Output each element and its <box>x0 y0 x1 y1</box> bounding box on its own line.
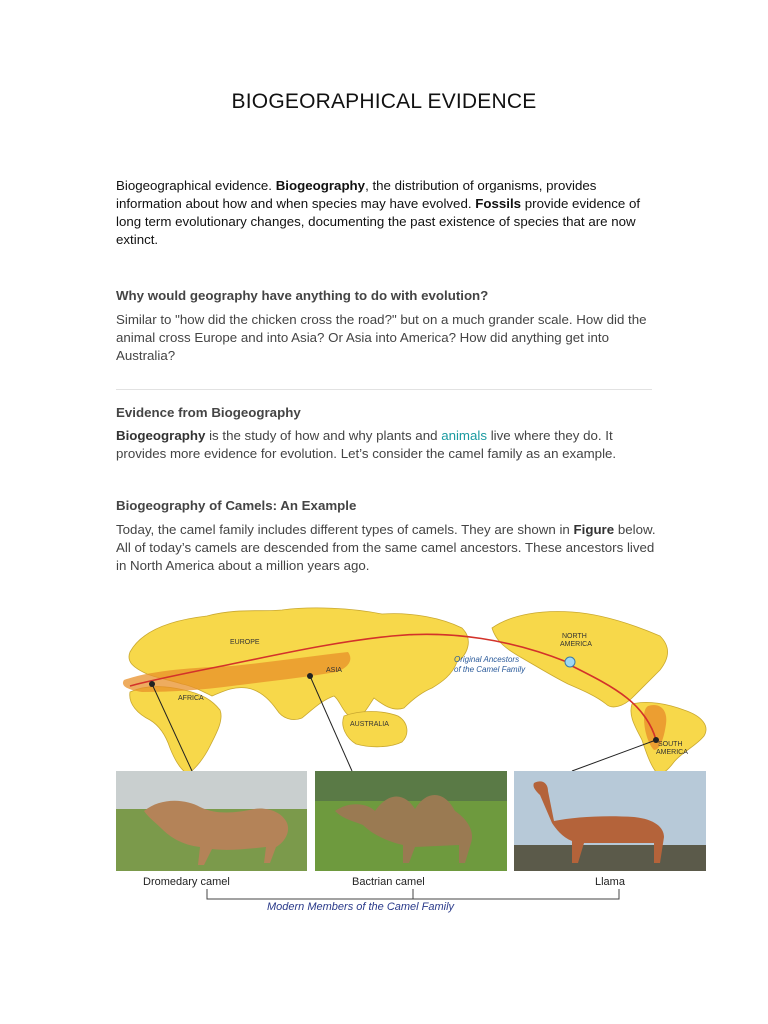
label-north: NORTH <box>562 633 587 640</box>
label-ancestors-1: Original Ancestors <box>454 655 520 664</box>
animals-link[interactable]: animals <box>441 428 488 443</box>
section-heading-camels: Biogeography of Camels: An Example <box>116 498 357 513</box>
page-title: BIOGEORAPHICAL EVIDENCE <box>231 90 537 113</box>
label-america-north: AMERICA <box>560 641 592 648</box>
camel-distribution-map <box>112 600 712 920</box>
fossils-term: Fossils <box>475 196 522 211</box>
section-body-evidence: Biogeography is the study of how and why plants and animals live where they do. It provides more evidence for evolution. Let’s consider the camel family as an example. <box>116 428 617 461</box>
label-south: SOUTH <box>658 741 683 748</box>
caption-bactrian: Bactrian camel <box>352 876 425 888</box>
label-america-south: AMERICA <box>656 749 688 756</box>
dromedary-photo <box>116 771 307 871</box>
australia-landmass <box>343 712 407 747</box>
intro-paragraph: Biogeographical evidence. Biogeography, the distribution of organisms, provides information about how and when species may have evolved. Fossils provide evidence of long term evolutionary changes, documenting the past existence of species that are now extinct. <box>116 178 641 247</box>
bactrian-photo <box>315 771 507 871</box>
section-body-camels: Today, the camel family includes different types of camels. They are shown in Figure below. All of today’s camels are descended from the same camel ancestors. These ancestors lived in North America about a million years ago. <box>116 522 656 573</box>
caption-dromedary: Dromedary camel <box>143 876 230 888</box>
label-ancestors-2: of the Camel Family <box>454 665 526 674</box>
label-australia: AUSTRALIA <box>350 721 389 728</box>
label-asia: ASIA <box>326 667 342 674</box>
llama-photo <box>514 771 706 871</box>
label-europe: EUROPE <box>230 639 260 646</box>
section-body-geography: Similar to "how did the chicken cross the road?" but on a much grander scale. How did the animal cross Europe and into Asia? Or Asia into America? How did anything get into Australia? <box>116 312 647 363</box>
divider <box>116 389 652 390</box>
pointer-llama <box>572 740 656 771</box>
label-africa: AFRICA <box>178 695 204 702</box>
figure-caption: Modern Members of the Camel Family <box>267 901 455 913</box>
africa-landmass <box>130 687 221 775</box>
caption-llama: Llama <box>595 876 625 888</box>
biogeography-term: Biogeography <box>275 178 366 193</box>
section-heading-evidence: Evidence from Biogeography <box>116 405 301 420</box>
ancestor-origin-marker <box>565 657 575 667</box>
section-heading-geography: Why would geography have anything to do with evolution? <box>116 288 489 303</box>
